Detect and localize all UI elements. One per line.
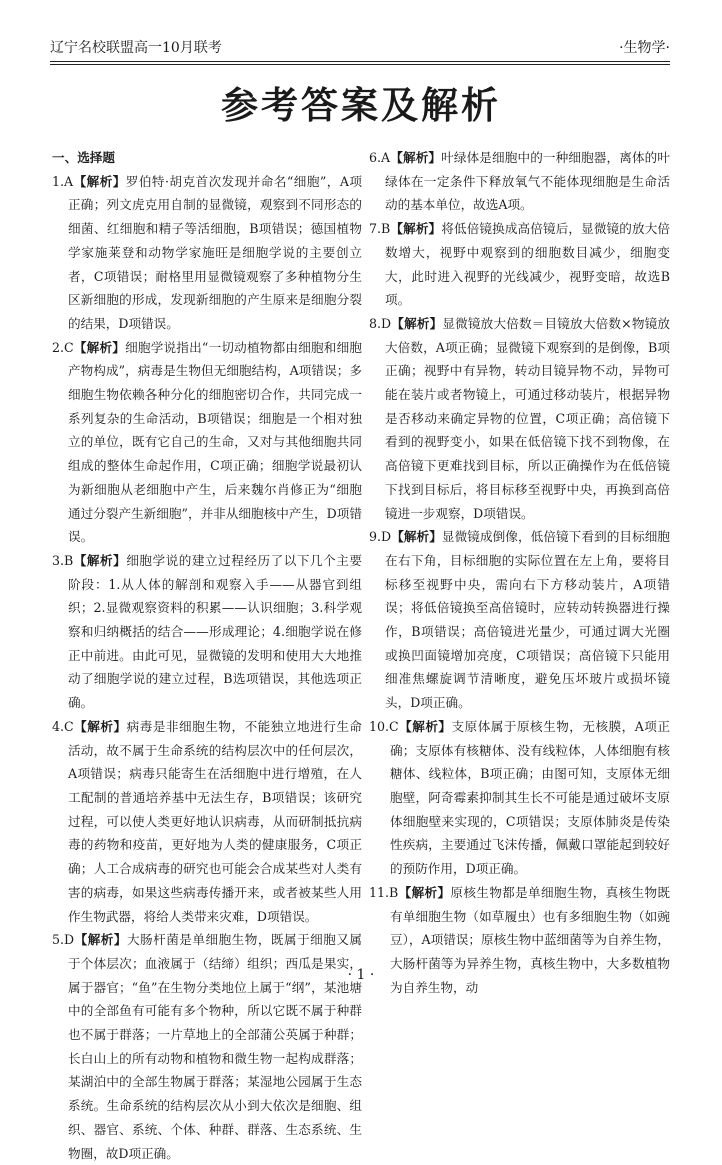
analysis-tag: 【解析】 (398, 718, 452, 734)
answer-number: 2.C (52, 339, 74, 355)
analysis-tag: 【解析】 (74, 932, 127, 948)
answer-item (369, 525, 670, 715)
answer-text: 原核生物都是单细胞生物，真核生物既有单细胞生物（如草履虫）也有多细胞生物（如豌豆），A项错误；原核生物中蓝细菌等为自养生物，大肠杆菌等为异养生物，真核生物中，大多数植物为自养生物，动 (390, 884, 671, 995)
page-title: 参考答案及解析 (221, 84, 501, 127)
answer-text: 细胞学说指出“一切动植物都由细胞和细胞产物构成”，病毒是生物但无细胞结构，A项错误；多细胞生物依赖各种分化的细胞密切合作，共同完成一系列复杂的生命活动，B项错误；细胞是一个相对独立的单位，既有它自己的生命，又对与其他细胞共同组成的整体生命起作用，C项正确；细胞学说最初认为新细胞从老细胞中产生，后来魏尔肖修正为“细胞通过分裂产生新细胞”，并非从细胞核中产生，D项错误。 (68, 339, 362, 545)
section-heading: 一、选择题 (52, 150, 115, 165)
answer-item (52, 170, 362, 336)
answer-item (52, 715, 362, 928)
analysis-tag: 【解析】 (73, 339, 126, 355)
analysis-tag: 【解析】 (391, 315, 443, 331)
header-rule-thin (50, 64, 670, 65)
answer-item (369, 715, 670, 881)
answer-item (52, 928, 362, 1165)
answer-number: 6.A (369, 150, 391, 165)
page-number: · 1 · (347, 967, 375, 983)
answer-text: 叶绿体是细胞中的一种细胞器，离体的叶绿体在一定条件下释放氧气不能体现细胞是生命活动的基本单位，故选A项。 (385, 150, 671, 213)
answer-number: 9.D (369, 529, 392, 545)
analysis-tag: 【解析】 (73, 718, 127, 734)
answer-item (369, 312, 670, 525)
answer-text: 细胞学说的建立过程经历了以下几个主要阶段：1.从人体的解剖和观察入手——从器官到组织；2.显微观察资料的积累——认识细胞；3.科学观察和归纳概括的结合——形成理论；4.细胞学说在修正中前进。由此可见，显微镜的发明和使用大大地推动了细胞学说的建立过程，B选项错误，其他选项正确。 (68, 552, 363, 711)
answer-item (369, 217, 670, 312)
answer-number: 8.D (369, 315, 392, 331)
analysis-tag: 【解析】 (73, 173, 126, 189)
left-column (52, 146, 362, 1165)
answer-number: 10.C (369, 718, 399, 734)
answer-text: 大肠杆菌是单细胞生物，既属于细胞又属于个体层次；血液属于（结缔）组织；西瓜是果实，属于器官；“鱼”在生物分类地位上属于“纲”，某池塘中的全部鱼有可能有多个物种，所以它既不属于种群也不属于群落；一片草地上的全部蒲公英属于种群；长白山上的所有动物和植物和微生物一起构成群落；某湖泊中的全部生物属于群落；某湿地公园属于生态系统。生命系统的结构层次从小到大依次是细胞、组织、器官、系统、个体、种群、群落、生态系统、生物圈，故D项正确。 (68, 932, 363, 1161)
answer-number: 4.C (52, 718, 74, 734)
answer-number: 5.D (52, 932, 75, 948)
answer-item (52, 336, 362, 549)
answer-item (369, 146, 670, 217)
page-header (50, 36, 670, 60)
analysis-tag: 【解析】 (390, 221, 442, 237)
right-column (369, 146, 670, 999)
exam-name: 辽宁名校联盟高一10月联考 (50, 40, 222, 56)
analysis-tag: 【解析】 (398, 884, 451, 900)
answer-number: 3.B (52, 552, 74, 568)
answer-text: 病毒是非细胞生物，不能独立地进行生命活动，故不属于生命系统的结构层次中的任何层次，A项错误；病毒只能寄生在活细胞中进行增殖，在人工配制的普通培养基中无法生存，B项错误；该研究过程，可以使人类更好地认识病毒，从而研制抵抗病毒的药物和疫苗，更好地为人类的健康服务，C项正确；人工合成病毒的研究也可能会合成某些对人类有害的病毒，如果这些病毒传播开来，或者被某些人用作生物武器，将给人类带来灾难，D项错误。 (68, 718, 363, 924)
analysis-tag: 【解析】 (73, 552, 127, 568)
answer-text: 显微镜放大倍数＝目镜放大倍数×物镜放大倍数，A项正确；显微镜下观察到的是倒像，B项正确；视野中有异物，转动目镜异物不动，异物可能在装片或者物镜上，可通过移动装片，根据异物是否移动来确定异物的位置，C项正确；高倍镜下看到的视野变小，如果在低倍镜下找不到物像，在高倍镜下更难找到目标，所以正确操作为在低倍镜下找到目标后，将目标移至视野中央，再换到高倍镜进一步观察，D项错误。 (385, 315, 670, 521)
analysis-tag: 【解析】 (390, 150, 442, 165)
answer-text: 支原体属于原核生物，无核膜，A项正确；支原体有核糖体、没有线粒体，人体细胞有核糖体、线粒体，B项正确；由图可知，支原体无细胞壁，阿奇霉素抑制其生长不可能是通过破坏支原体细胞壁来实现的，C项错误；支原体肺炎是传染性疾病，主要通过飞沫传播，佩戴口罩能起到较好的预防作用，D项正确。 (390, 718, 670, 877)
answer-number: 11.B (369, 884, 399, 900)
answer-text: 罗伯特·胡克首次发现并命名“细胞”，A项正确；列文虎克用自制的显微镜，观察到不同形态的细菌、红细胞和精子等活细胞，B项错误；德国植物学家施莱登和动物学家施旺是细胞学说的主要创立者，C项错误；耐格里用显微镜观察了多种植物分生区新细胞的形成，发现新细胞的产生原来是细胞分裂的结果，D项错误。 (68, 173, 362, 331)
header-rule (50, 61, 670, 62)
answer-text: 显微镜成倒像，低倍镜下看到的目标细胞在右下角，目标细胞的实际位置在左上角，要将目标移至视野中央，需向右下方移动装片，A项错误；将低倍镜换至高倍镜时，应转动转换器进行操作，B项错误；高倍镜进光量少，可通过调大光圈或换凹面镜增加亮度，C项错误；高倍镜下只能用细准焦螺旋调节清晰度，避免压坏玻片或损坏镜头，D项正确。 (385, 529, 671, 711)
answer-text: 将低倍镜换成高倍镜后，显微镜的放大倍数增大，视野中观察到的细胞数目减少，细胞变大，此时进入视野的光线减少，视野变暗，故选B项。 (385, 221, 671, 308)
analysis-tag: 【解析】 (391, 529, 442, 545)
answer-number: 1.A (52, 173, 74, 189)
answer-number: 7.B (369, 221, 391, 237)
subject-label: ·生物学· (619, 40, 670, 56)
answer-item (52, 549, 362, 715)
